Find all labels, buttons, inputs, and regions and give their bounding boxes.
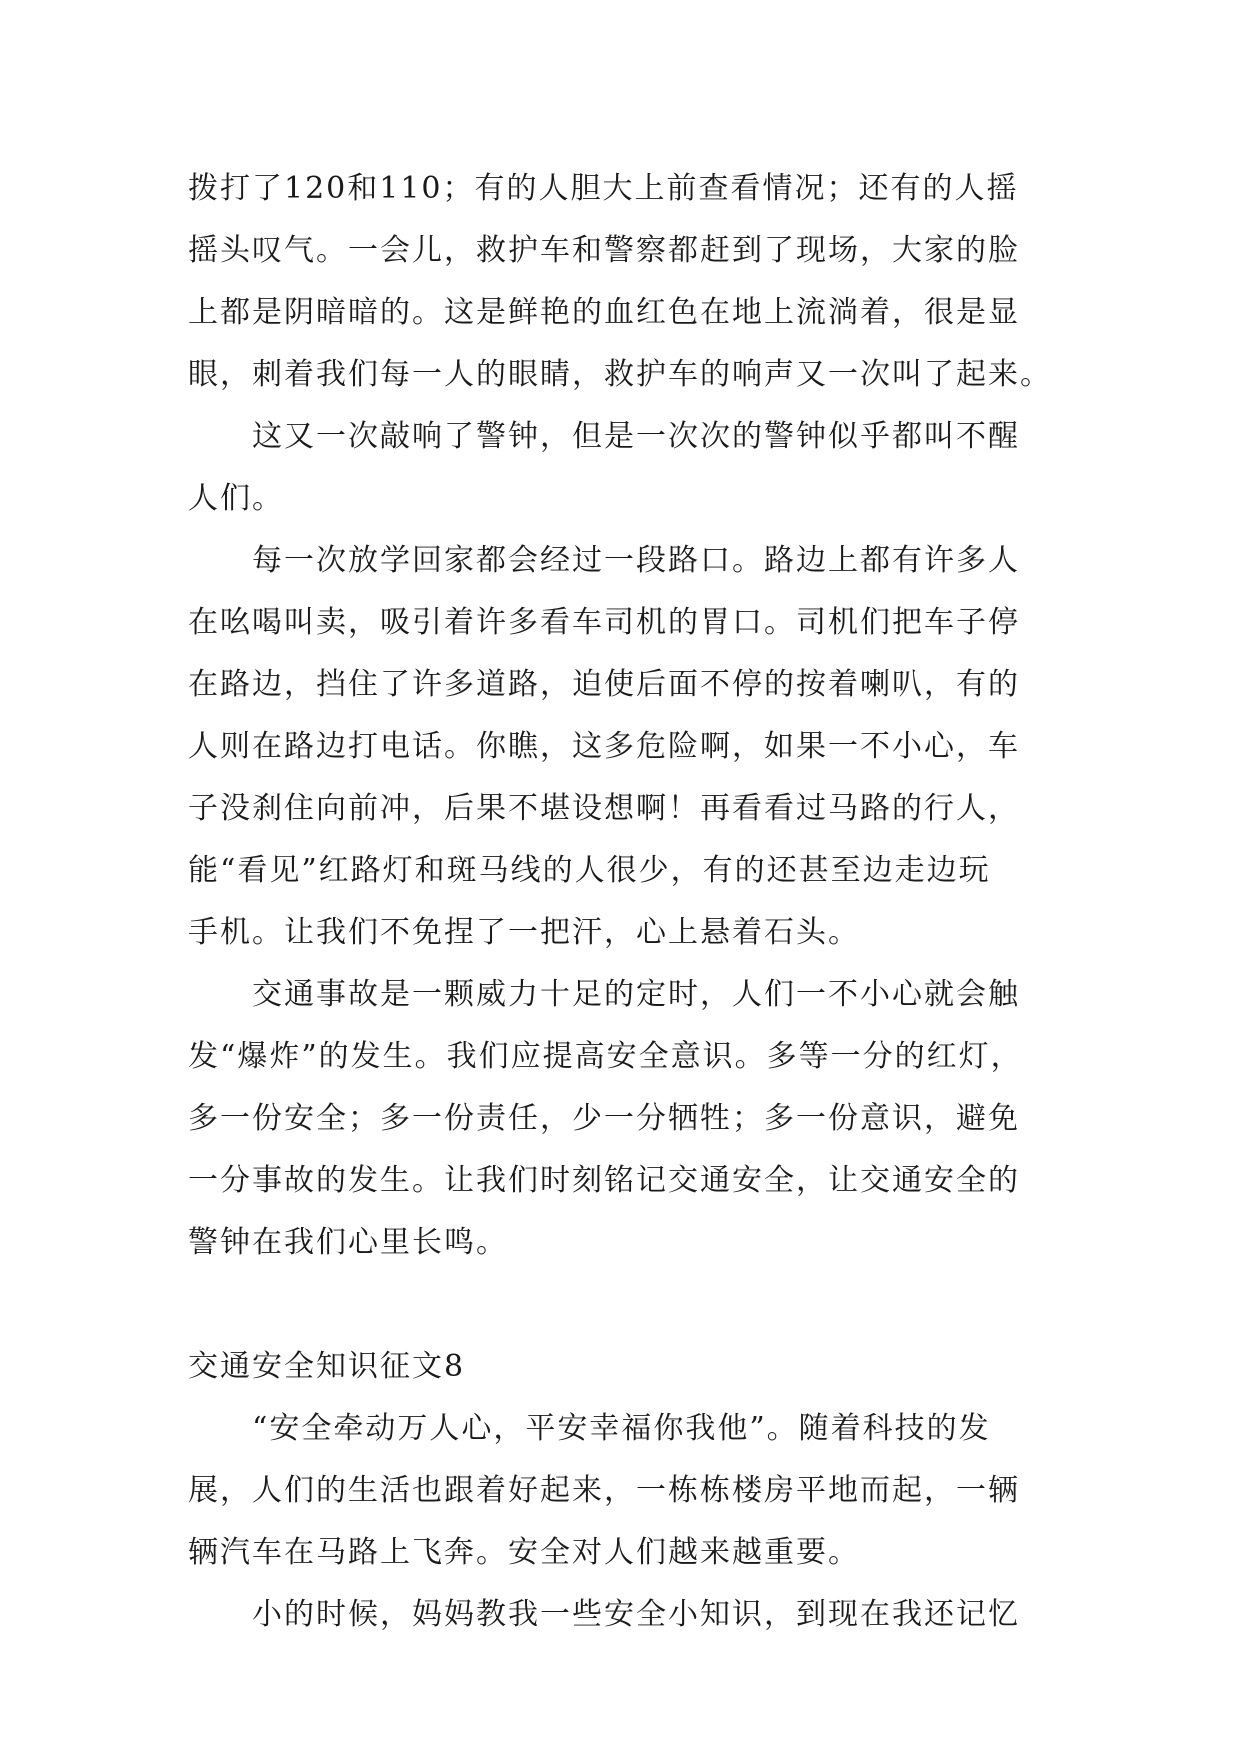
text-line: 每一次放学回家都会经过一段路口。路边上都有许多人 (252, 543, 1020, 578)
section-paragraph-1 (188, 1398, 1058, 1584)
text-line: 这又一次敲响了警钟，但是一次次的警钟似乎都叫不醒 (252, 419, 1020, 454)
text-line: 警钟在我们心里长鸣。 (188, 1225, 508, 1260)
section-paragraph-2 (188, 1584, 1058, 1646)
text-line: 拨打了120和110；有的人胆大上前查看情况；还有的人摇 (188, 171, 1019, 206)
text-line: 在吆喝叫卖，吸引着许多看车司机的胃口。司机们把车子停 (188, 605, 1020, 640)
section-title: 交通安全知识征文8 (188, 1349, 466, 1384)
text-line: 在路边，挡住了许多道路，迫使后面不停的按着喇叭，有的 (188, 667, 1020, 702)
paragraph-2 (188, 406, 1058, 530)
text-line: 小的时候，妈妈教我一些安全小知识，到现在我还记忆 (252, 1597, 1020, 1632)
paragraph-3 (188, 530, 1058, 964)
text-line: 摇头叹气。一会儿，救护车和警察都赶到了现场，大家的脸 (188, 233, 1020, 268)
text-line: 能“看见”红路灯和斑马线的人很少，有的还甚至边走边玩 (188, 853, 991, 888)
text-line: 一分事故的发生。让我们时刻铭记交通安全，让交通安全的 (188, 1163, 1020, 1198)
text-line: 展，人们的生活也跟着好起来，一栋栋楼房平地而起，一辆 (188, 1473, 1020, 1508)
text-line: 子没刹住向前冲，后果不堪设想啊！再看看过马路的行人， (188, 791, 1020, 826)
text-line: “安全牵动万人心，平安幸福你我他”。随着科技的发 (252, 1411, 991, 1446)
text-line: 辆汽车在马路上飞奔。安全对人们越来越重要。 (188, 1535, 860, 1570)
document-page (188, 158, 1058, 1646)
text-line: 眼，刺着我们每一人的眼睛，救护车的响声又一次叫了起来。 (188, 357, 1052, 392)
text-line: 人们。 (188, 481, 284, 516)
text-line: 多一份安全；多一份责任，少一分牺牲；多一份意识，避免 (188, 1101, 1020, 1136)
text-line: 人则在路边打电话。你瞧，这多危险啊，如果一不小心，车 (188, 729, 1020, 764)
text-line: 发“爆炸”的发生。我们应提高安全意识。多等一分的红灯， (188, 1039, 1023, 1074)
text-line: 上都是阴暗暗的。这是鲜艳的血红色在地上流淌着，很是显 (188, 295, 1020, 330)
paragraph-1 (188, 158, 1058, 406)
text-line: 手机。让我们不免捏了一把汗，心上悬着石头。 (188, 915, 860, 950)
paragraph-4 (188, 964, 1058, 1274)
text-line: 交通事故是一颗威力十足的定时，人们一不小心就会触 (252, 977, 1020, 1012)
